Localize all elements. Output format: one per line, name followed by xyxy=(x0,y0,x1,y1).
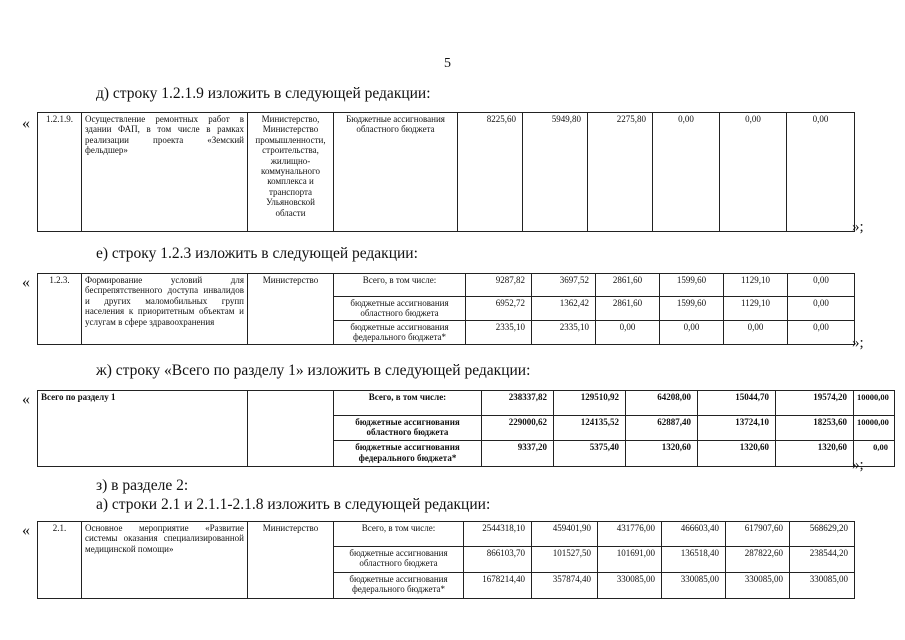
value-cell: 0,00 xyxy=(854,441,895,467)
row-name: Осуществление ремонтных работ в здании ФАП, в том числе в рамках реализации проекта «Земский фельдшер» xyxy=(82,113,248,232)
value-cell: 124135,52 xyxy=(554,415,626,441)
value-cell: 2861,60 xyxy=(596,297,660,321)
value-cell: 0,00 xyxy=(788,320,855,344)
value-cell: 101691,00 xyxy=(598,547,662,573)
value-cell: 5949,80 xyxy=(523,113,588,232)
value-cell: 62887,40 xyxy=(626,415,698,441)
value-cell: 101527,50 xyxy=(532,547,598,573)
value-cell: 0,00 xyxy=(720,113,787,232)
value-cell: 229000,62 xyxy=(482,415,554,441)
value-cell: 0,00 xyxy=(788,274,855,297)
value-cell: 459401,90 xyxy=(532,522,598,547)
value-cell: 238544,20 xyxy=(790,547,855,573)
row-source: бюджетные ассигнования федерального бюджета* xyxy=(334,441,482,467)
heading-row-123: е) строку 1.2.3 изложить в следующей редакции: xyxy=(96,245,418,262)
value-cell: 1599,60 xyxy=(660,274,724,297)
value-cell: 1678214,40 xyxy=(464,573,532,599)
value-cell: 2335,10 xyxy=(532,320,596,344)
row-source: бюджетные ассигнования федерального бюджета* xyxy=(334,320,466,344)
value-cell: 2335,10 xyxy=(466,320,532,344)
value-cell: 64208,00 xyxy=(626,391,698,416)
value-cell: 1362,42 xyxy=(532,297,596,321)
value-cell: 0,00 xyxy=(788,297,855,321)
row-source: бюджетные ассигнования областного бюджета xyxy=(334,415,482,441)
value-cell: 19574,20 xyxy=(776,391,854,416)
value-cell: 1320,60 xyxy=(698,441,776,467)
row-source: бюджетные ассигнования федерального бюджета* xyxy=(334,573,464,599)
value-cell: 136518,40 xyxy=(662,547,726,573)
value-cell: 1129,10 xyxy=(724,274,788,297)
value-cell: 10000,00 xyxy=(854,415,895,441)
value-cell: 2861,60 xyxy=(596,274,660,297)
value-cell: 15044,70 xyxy=(698,391,776,416)
row-source: бюджетные ассигнования областного бюджета xyxy=(334,547,464,573)
heading-section-1-total: ж) строку «Всего по разделу 1» изложить в следующей редакции: xyxy=(96,362,531,379)
value-cell: 617907,60 xyxy=(726,522,790,547)
value-cell: 13724,10 xyxy=(698,415,776,441)
value-cell: 330085,00 xyxy=(790,573,855,599)
value-cell: 2544318,10 xyxy=(464,522,532,547)
value-cell: 1129,10 xyxy=(724,297,788,321)
value-cell: 129510,92 xyxy=(554,391,626,416)
table-section-1-total xyxy=(37,390,895,467)
value-cell: 18253,60 xyxy=(776,415,854,441)
table-row-21 xyxy=(37,521,855,599)
value-cell: 1599,60 xyxy=(660,297,724,321)
row-source: бюджетные ассигнования областного бюджета xyxy=(334,297,466,321)
value-cell: 0,00 xyxy=(660,320,724,344)
quote-close: »; xyxy=(852,335,864,351)
value-cell: 330085,00 xyxy=(598,573,662,599)
value-cell: 8225,60 xyxy=(458,113,523,232)
row-number: 1.2.1.9. xyxy=(38,113,82,232)
value-cell: 866103,70 xyxy=(464,547,532,573)
value-cell: 466603,40 xyxy=(662,522,726,547)
row-name: Формирование условий для беспрепятственного доступа инвалидов и других маломобильных групп населения к приоритетным объектам и услугам в сфере здравоохранения xyxy=(82,274,248,345)
quote-open: « xyxy=(22,274,30,291)
value-cell: 2275,80 xyxy=(588,113,653,232)
value-cell: 431776,00 xyxy=(598,522,662,547)
row-name: Основное мероприятие «Развитие системы оказания специализированной медицинской помощи» xyxy=(82,522,248,599)
heading-rows-21: а) строки 2.1 и 2.1.1-2.1.8 изложить в следующей редакции: xyxy=(96,496,491,513)
value-cell: 357874,40 xyxy=(532,573,598,599)
value-cell: 3697,52 xyxy=(532,274,596,297)
quote-open: « xyxy=(22,522,30,539)
value-cell: 0,00 xyxy=(787,113,855,232)
row-number: 1.2.3. xyxy=(38,274,82,345)
value-cell: 10000,00 xyxy=(854,391,895,416)
value-cell: 9287,82 xyxy=(466,274,532,297)
value-cell: 330085,00 xyxy=(726,573,790,599)
row-source: Всего, в том числе: xyxy=(334,391,482,416)
value-cell: 9337,20 xyxy=(482,441,554,467)
row-source: Бюджетные ассигнования областного бюджета xyxy=(334,113,458,232)
heading-row-1219: д) строку 1.2.1.9 изложить в следующей редакции: xyxy=(96,85,431,102)
value-cell: 0,00 xyxy=(724,320,788,344)
value-cell: 0,00 xyxy=(596,320,660,344)
value-cell: 287822,60 xyxy=(726,547,790,573)
table-row-1219 xyxy=(37,112,855,232)
value-cell: 0,00 xyxy=(653,113,720,232)
row-name: Всего по разделу 1 xyxy=(38,391,248,467)
heading-section-2: з) в разделе 2: xyxy=(96,477,189,494)
value-cell: 330085,00 xyxy=(662,573,726,599)
row-executor: Министерство xyxy=(248,274,334,345)
row-number: 2.1. xyxy=(38,522,82,599)
value-cell: 1320,60 xyxy=(626,441,698,467)
table-row-123 xyxy=(37,273,855,345)
quote-open: « xyxy=(22,115,30,132)
row-executor xyxy=(248,391,334,467)
value-cell: 5375,40 xyxy=(554,441,626,467)
quote-close: »; xyxy=(852,457,864,473)
row-executor: Министерство, Министерство промышленности, строительства, жилищно-коммунального комплекса и транспорта Ульяновской области xyxy=(248,113,334,232)
row-source: Всего, в том числе: xyxy=(334,522,464,547)
row-executor: Министерство xyxy=(248,522,334,599)
value-cell: 6952,72 xyxy=(466,297,532,321)
value-cell: 238337,82 xyxy=(482,391,554,416)
row-source: Всего, в том числе: xyxy=(334,274,466,297)
quote-open: « xyxy=(22,391,30,408)
value-cell: 1320,60 xyxy=(776,441,854,467)
value-cell: 568629,20 xyxy=(790,522,855,547)
quote-close: »; xyxy=(852,219,864,235)
page-number: 5 xyxy=(444,56,451,71)
